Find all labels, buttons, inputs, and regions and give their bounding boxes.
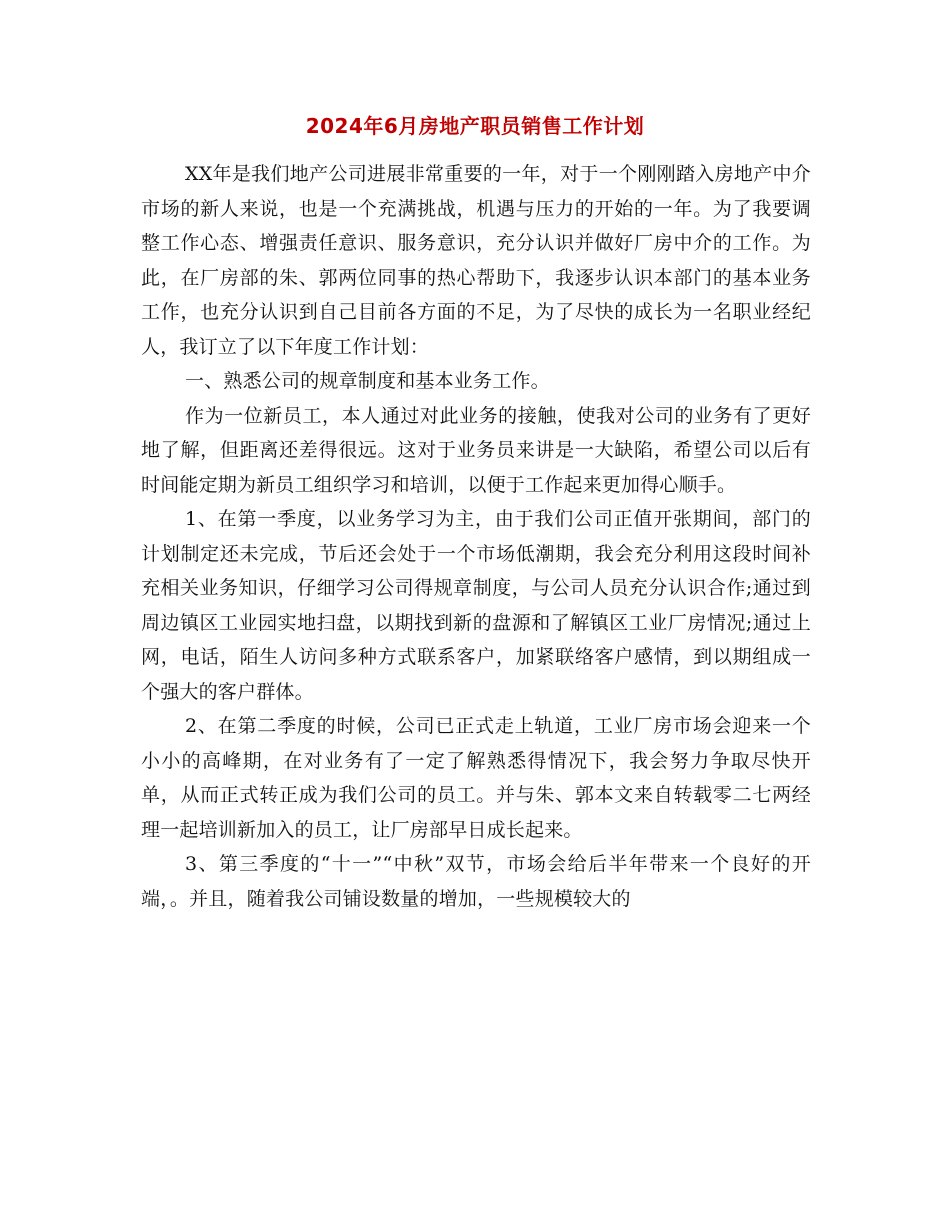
paragraph-intro: XX年是我们地产公司进展非常重要的一年，对于一个刚刚踏入房地产中介市场的新人来说，也是一个充满挑战，机遇与压力的开始的一年。为了我要调整工作心态、增强责任意识、服务意识，充分认识并做好厂房中介的工作。为此，在厂房部的朱、郭两位同事的热心帮助下，我逐步认识本部门的基本业务工作，也充分认识到自己目前各方面的不足，为了尽快的成长为一名职业经纪人，我订立了以下年度工作计划： — [141, 163, 811, 358]
paragraph-first-quarter: 1、在第一季度，以业务学习为主，由于我们公司正值开张期间，部门的计划制定还未完成，节后还会处于一个市场低潮期，我会充分利用这段时间补充相关业务知识，仔细学习公司得规章制度，与公司人员充分认识合作;通过到周边镇区工业园实地扫盘，以期找到新的盘源和了解镇区工业厂房情况;通过上网，电话，陌生人访问多种方式联系客户，加紧联络客户感情，到以期组成一个强大的客户群体。 — [141, 508, 811, 703]
paragraph-section-heading: 一、熟悉公司的规章制度和基本业务工作。 — [185, 370, 550, 392]
document-body — [141, 157, 811, 916]
document-title: 2024年6月房地产职员销售工作计划 — [305, 114, 645, 138]
paragraph-new-employee: 作为一位新员工，本人通过对此业务的接触，使我对公司的业务有了更好地了解，但距离还差得很远。这对于业务员来讲是一大缺陷，希望公司以后有时间能定期为新员工组织学习和培训，以便于工作起来更加得心顺手。 — [141, 404, 811, 496]
paragraph-third-quarter: 3、第三季度的“十一”“中秋”双节，市场会给后半年带来一个良好的开端，。并且，随着我公司铺设数量的增加，一些规模较大的 — [141, 853, 811, 910]
paragraph-second-quarter: 2、在第二季度的时候，公司已正式走上轨道，工业厂房市场会迎来一个小小的高峰期，在对业务有了一定了解熟悉得情况下，我会努力争取尽快开单，从而正式转正成为我们公司的员工。并与朱、郭本文来自转载零二七两经理一起培训新加入的员工，让厂房部早日成长起来。 — [141, 715, 811, 841]
